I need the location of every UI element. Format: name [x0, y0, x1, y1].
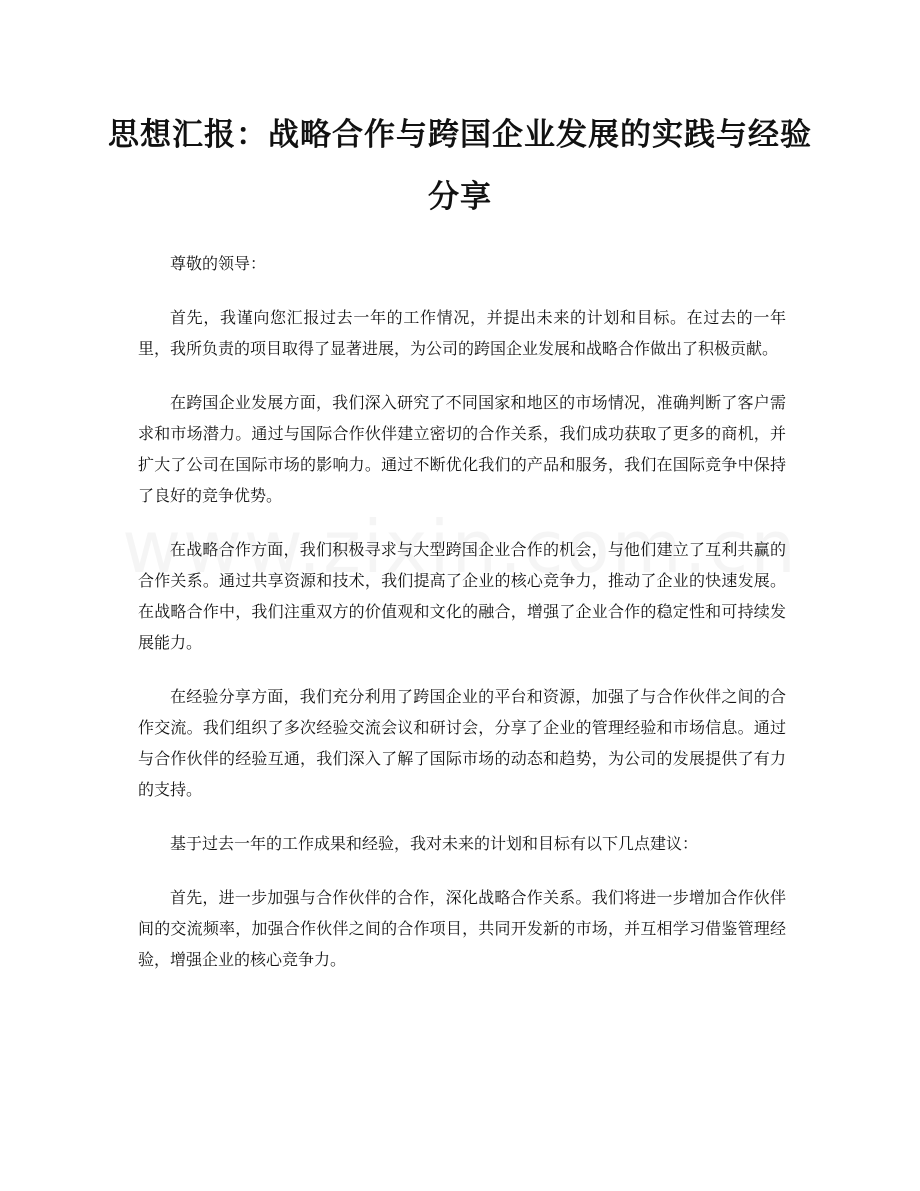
paragraph: 首先，我谨向您汇报过去一年的工作情况，并提出未来的计划和目标。在过去的一年里，我所负责的项目取得了显著进展，为公司的跨国企业发展和战略合作做出了积极贡献。	[138, 308, 786, 358]
paragraph: 在经验分享方面，我们充分利用了跨国企业的平台和资源，加强了与合作伙伴之间的合作交流。我们组织了多次经验交流会议和研讨会，分享了企业的管理经验和市场信息。通过与合作伙伴的经验互通，我们深入了解了国际市场的动态和趋势，为公司的发展提供了有力的支持。	[138, 687, 786, 799]
paragraph: 首先，进一步加强与合作伙伴的合作，深化战略合作关系。我们将进一步增加合作伙伴间的交流频率，加强合作伙伴之间的合作项目，共同开发新的市场，并互相学习借鉴管理经验，增强企业的核心竞争力。	[138, 888, 786, 969]
salutation: 尊敬的领导：	[170, 254, 267, 273]
paragraph: 基于过去一年的工作成果和经验，我对未来的计划和目标有以下几点建议：	[170, 834, 699, 853]
paragraph: 在跨国企业发展方面，我们深入研究了不同国家和地区的市场情况，准确判断了客户需求和市场潜力。通过与国际合作伙伴建立密切的合作关系，我们成功获取了更多的商机，并扩大了公司在国际市场的影响力。通过不断优化我们的产品和服务，我们在国际竞争中保持了良好的竞争优势。	[138, 393, 786, 505]
document-body	[138, 248, 786, 998]
paragraph: 在战略合作方面，我们积极寻求与大型跨国企业合作的机会，与他们建立了互利共赢的合作关系。通过共享资源和技术，我们提高了企业的核心竞争力，推动了企业的快速发展。在战略合作中，我们注重双方的价值观和文化的融合，增强了企业合作的稳定性和可持续发展能力。	[138, 540, 786, 652]
document-title: 思想汇报：战略合作与跨国企业发展的实践与经验分享	[108, 117, 812, 215]
